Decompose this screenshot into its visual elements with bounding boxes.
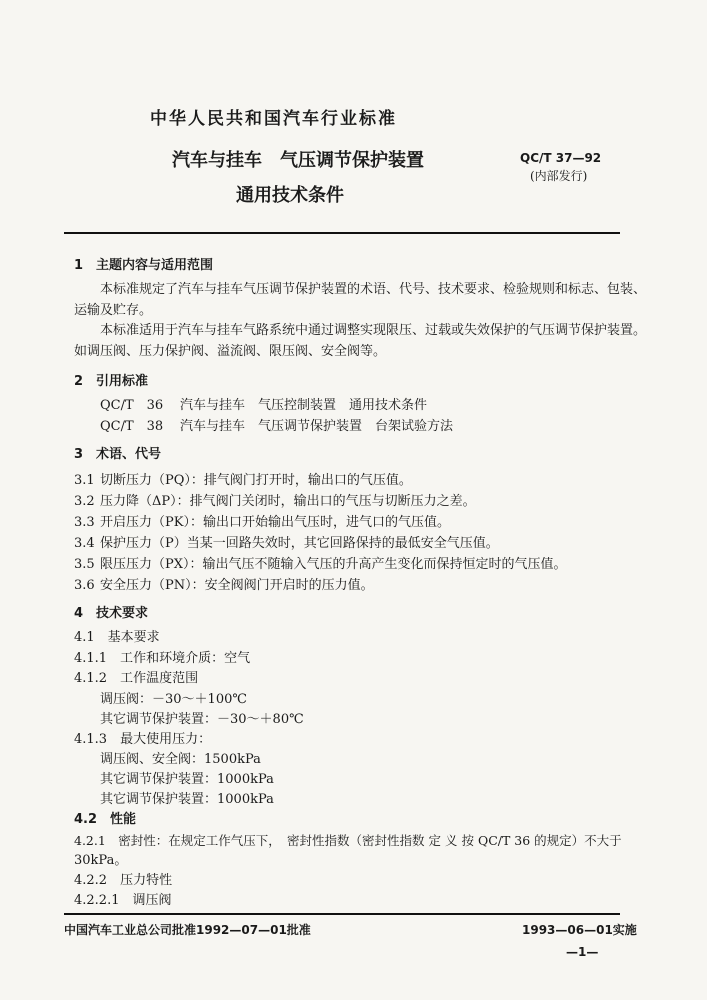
clause-4-1-3-a: 调压阀、安全阀：1500kPa [100,752,261,767]
org-title: 中华人民共和国汽车行业标准 [150,109,397,129]
section-1-heading: 1 主题内容与适用范围 [74,258,214,273]
clause-4-1-3-c: 其它调节保护装置：1000kPa [100,792,274,807]
term-text: 限压压力（PX）：输出气压不随输入气压的升高产生变化而保持恒定时的气压值。 [100,557,567,572]
clause-4-1-2: 4.1.2 工作温度范围 [74,671,199,686]
doc-title-line2: 通用技术条件 [236,185,344,206]
term-text: 切断压力（PQ）：排气阀门打开时，输出口的气压值。 [100,473,412,488]
approval-line: 中国汽车工业总公司批准1992—07—01批准 [64,923,311,937]
clause-4-1-2-b: 其它调节保护装置：－30～＋80℃ [100,712,304,727]
section-4-heading: 4 技术要求 [74,606,149,621]
header-rule [64,232,620,234]
section-1-para1-line2: 运输及贮存。 [74,303,153,318]
effective-date: 1993—06—01实施 [522,923,637,937]
term-number: 3.1 [74,473,95,488]
ref-title: 汽车与挂车 气压控制装置 通用技术条件 [180,398,428,413]
term-text: 保护压力（P）当某一回路失效时，其它回路保持的最低安全气压值。 [100,536,499,551]
std-number: QC/T 37—92 [520,151,602,165]
ref-code: QC/T 36 [100,398,164,413]
clause-4-1-1: 4.1.1 工作和环境介质：空气 [74,651,251,666]
page-number: —1— [566,945,599,959]
clause-4-1-2-a: 调压阀：－30～＋100℃ [100,692,247,707]
clause-4-2-2-1: 4.2.2.1 调压阀 [74,893,172,908]
term-text: 压力降（ΔP）：排气阀门关闭时，输出口的气压与切断压力之差。 [100,494,476,509]
clause-4-2-2: 4.2.2 压力特性 [74,873,173,888]
section-2-heading: 2 引用标准 [74,374,149,389]
term-number: 3.2 [74,494,95,509]
clause-4-1: 4.1 基本要求 [74,630,160,645]
section-1-para2-line2: 如调压阀、压力保护阀、溢流阀、限压阀、安全阀等。 [74,344,387,359]
clause-4-2: 4.2 性能 [74,812,137,827]
section-3-heading: 3 术语、代号 [74,447,162,462]
term-text: 安全压力（PN）：安全阀阀门开启时的压力值。 [100,578,374,593]
clause-4-2-1-line1: 4.2.1 密封性：在规定工作气压下， 密封性指数（密封性指数 定 义 按 QC/T 36 的规定）不大于 [74,833,622,848]
term-number: 3.4 [74,536,95,551]
doc-title-line1: 汽车与挂车 气压调节保护装置 [172,150,424,171]
term-number: 3.6 [74,578,95,593]
term-number: 3.5 [74,557,95,572]
term-text: 开启压力（PK）：输出口开始输出气压时，进气口的气压值。 [100,515,450,530]
ref-title: 汽车与挂车 气压调节保护装置 台架试验方法 [180,419,454,434]
release-note: (内部发行) [530,169,588,183]
term-number: 3.3 [74,515,95,530]
clause-4-1-3: 4.1.3 最大使用压力： [74,732,212,747]
footer-rule [64,913,620,915]
clause-4-2-1-line2: 30kPa。 [74,853,128,868]
section-1-para1-line1: 本标准规定了汽车与挂车气压调节保护装置的术语、代号、技术要求、检验规则和标志、包装、 [100,282,647,297]
clause-4-1-3-b: 其它调节保护装置：1000kPa [100,772,274,787]
section-1-para2-line1: 本标准适用于汽车与挂车气路系统中通过调整实现限压、过载或失效保护的气压调节保护装置。 [100,323,647,338]
ref-code: QC/T 38 [100,419,164,434]
